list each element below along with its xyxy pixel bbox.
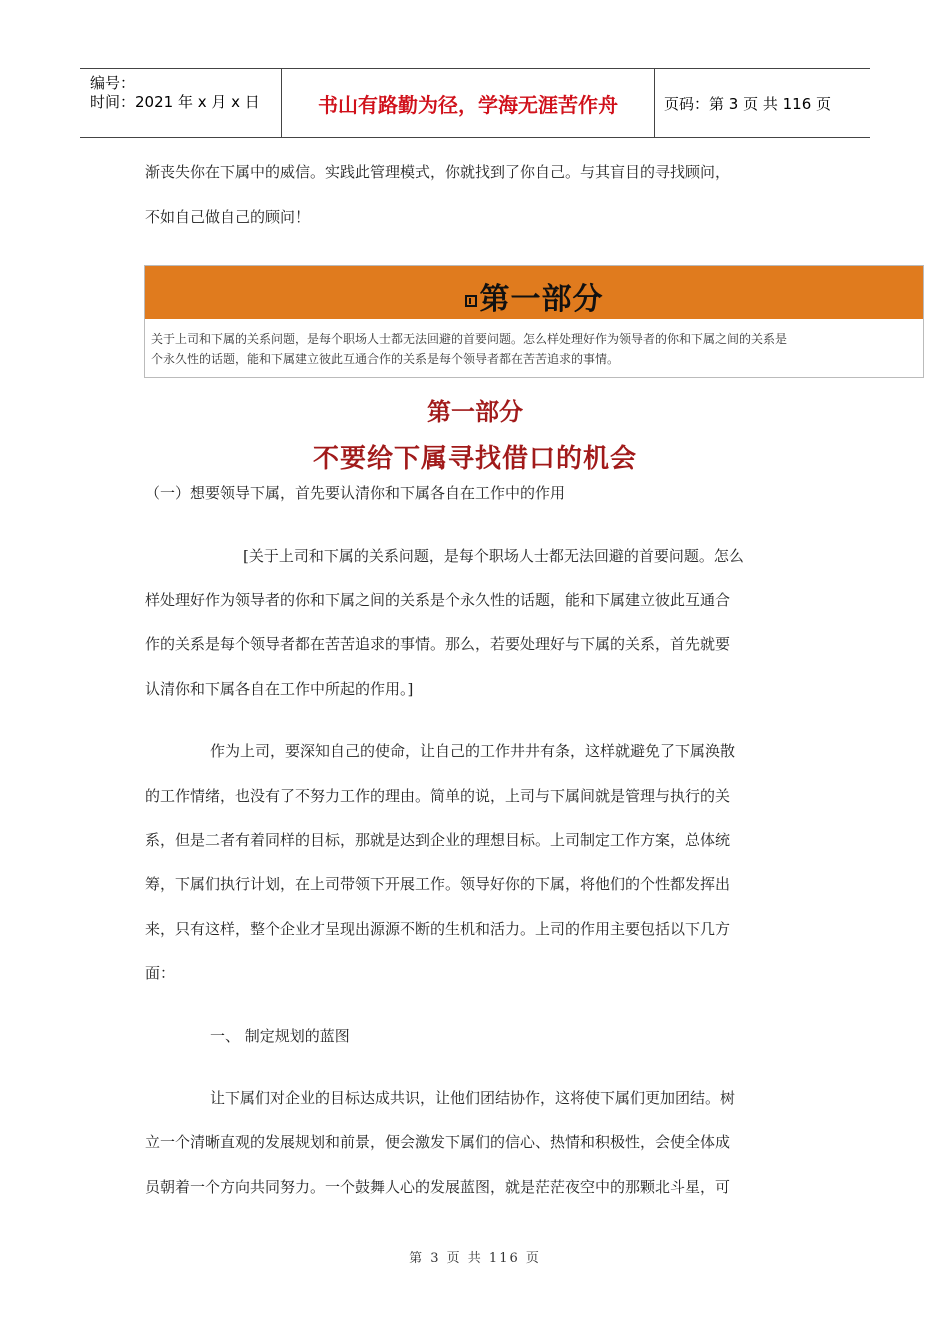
section-title-text: 第一部分 [479,282,604,317]
section-description [145,319,923,369]
paragraph-line: 作的关系是每个领导者都在苦苦追求的事情。那么，若要处理好与下属的关系，首先就要 [145,635,731,653]
paragraph-line: 的工作情绪，也没有了不努力工作的理由。简单的说，上司与下属间就是管理与执行的关 [145,787,731,805]
paragraph-line: 筹，下属们执行计划，在上司带领下开展工作。领导好你的下属，将他们的个性都发挥出 [145,875,731,893]
page-footer: 第 3 页 共 116 页 [409,1251,541,1266]
document-header [80,68,870,138]
subheading: （一）想要领导下属，首先要认清你和下属各自在工作中的作用 [145,484,566,502]
document-number-label: 编号： [90,74,136,92]
paragraph-line: 样处理好作为领导者的你和下属之间的关系是个永久性的话题，能和下属建立彼此互通合 [145,591,731,609]
document-date: 时间：2021 年 x 月 x 日 [90,93,260,111]
paragraph-line: 让下属们对企业的目标达成共识，让他们团结协作，这将使下属们更加团结。树 [210,1089,736,1107]
section-title-band [145,266,923,319]
paragraph-line: 认清你和下属各自在工作中所起的作用。] [145,680,414,698]
section-title [145,274,923,318]
paragraph-line: 员朝着一个方向共同努力。一个鼓舞人心的发展蓝图，就是茫茫夜空中的那颗北斗星，可 [145,1178,731,1196]
header-motto: 书山有路勤为径，学海无涯苦作舟 [318,92,618,117]
header-divider [654,69,655,137]
paragraph-line: 来，只有这样，整个企业才呈现出源源不断的生机和活力。上司的作用主要包括以下几方 [145,920,731,938]
intro-line: 渐丧失你在下属中的威信。实践此管理模式，你就找到了你自己。与其盲目的寻找顾问， [145,163,731,181]
intro-line: 不如自己做自己的顾问！ [145,208,311,226]
section-description-line: 个永久性的话题，能和下属建立彼此互通合作的关系是每个领导者都在苦苦追求的事情。 [151,352,620,366]
paragraph-line: [关于上司和下属的关系问题，是每个职场人士都无法回避的首要问题。怎么 [243,547,744,565]
paragraph-line: 系，但是二者有着同样的目标，那就是达到企业的理想目标。上司制定工作方案，总体统 [145,831,731,849]
part-heading: 第一部分 [427,398,523,426]
section-description-line: 关于上司和下属的关系问题，是每个职场人士都无法回避的首要问题。怎么样处理好作为领导者的你和下属之间的关系是 [151,332,788,346]
paragraph-line: 立一个清晰直观的发展规划和前景，便会激发下属们的信心、热情和积极性，会使全体成 [145,1133,731,1151]
bookmark-icon [465,295,477,307]
list-item: 一、 制定规划的蓝图 [210,1027,350,1045]
chapter-title: 不要给下属寻找借口的机会 [312,444,637,474]
paragraph-line: 作为上司，要深知自己的使命，让自己的工作井井有条，这样就避免了下属涣散 [210,742,736,760]
paragraph-line: 面： [145,964,176,982]
header-page-info: 页码：第 3 页 共 116 页 [664,94,832,113]
section-summary-box [144,265,924,378]
header-meta-cell [80,69,281,137]
